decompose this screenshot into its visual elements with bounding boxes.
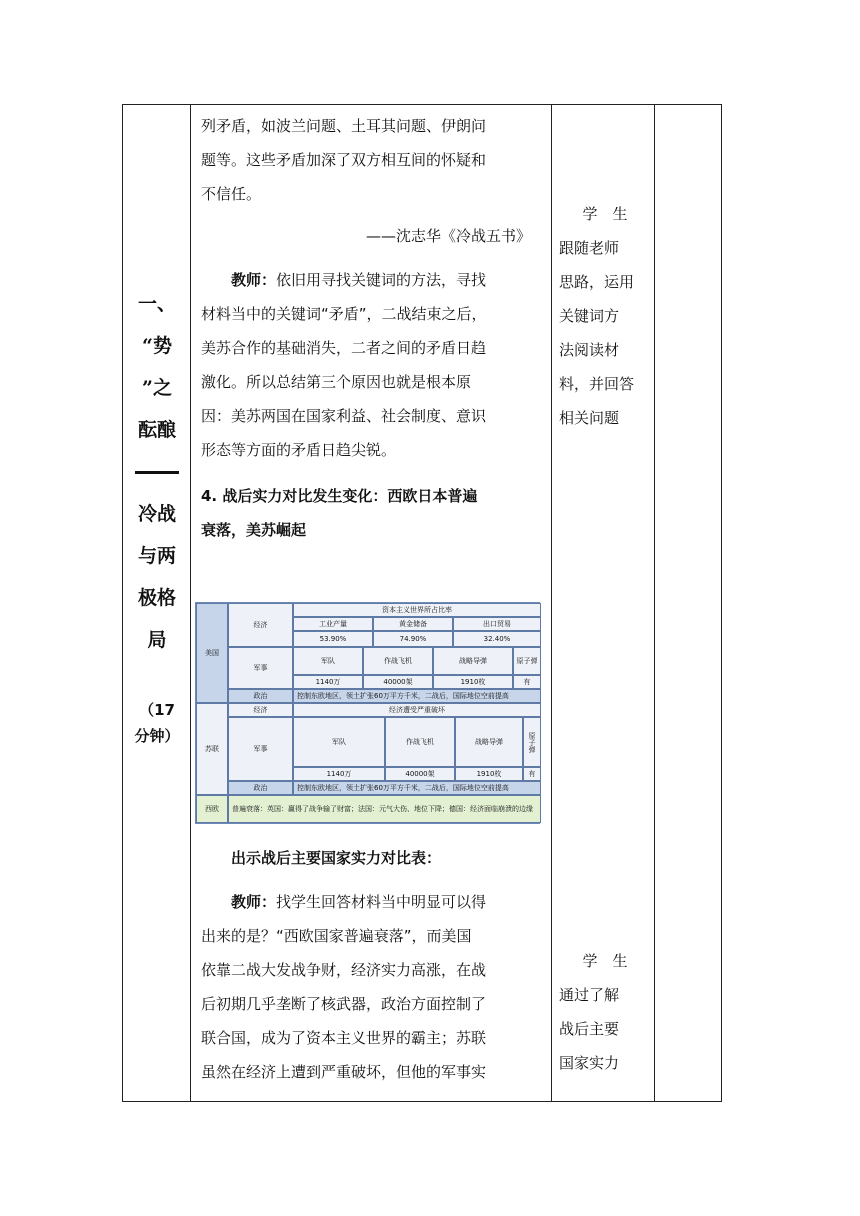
row-west: 西欧 xyxy=(196,795,228,823)
column-divider xyxy=(551,105,552,1101)
heading-4: 4. 战后实力对比发生变化：西欧日本普遍 衰落，美苏崛起 xyxy=(201,487,478,539)
row-usa: 美国 xyxy=(196,603,228,703)
section-title: 一、 “势 ”之 酝酿 冷战 与两 极格 局 xyxy=(127,283,187,661)
student-note-1: 学 生 跟随老师 思路，运用 关键词方 法阅读材 料，并回答 相关问题 xyxy=(559,205,635,427)
section-column xyxy=(123,105,190,1101)
quote-source: ——沈志华《冷战五书》 xyxy=(365,227,531,245)
student-column xyxy=(553,105,655,1101)
quote-text: 列矛盾，如波兰问题、土耳其问题、伊朗问 题等。这些矛盾加深了双方相互间的怀疑和 不信任。 xyxy=(201,117,487,203)
student-note-2: 学 生 通过了解 战后主要 国家实力 xyxy=(559,952,628,1072)
lesson-table xyxy=(122,104,722,1102)
duration-label: （17 分钟） xyxy=(134,701,180,745)
row-ussr: 苏联 xyxy=(196,703,228,795)
teacher-paragraph-1: 教师：依旧用寻找关键词的方法，寻找 材料当中的关键词“矛盾”，二战结束之后， 美苏合作的基础消失，二者之间的矛盾日趋 激化。所以总结第三个原因也就是根本原 因：美苏两国在国家利益、社会制度、意识 形态等方面的矛盾日趋尖锐。 xyxy=(201,271,487,459)
table-caption: 出示战后主要国家实力对比表： xyxy=(231,849,442,867)
power-comparison-table: 美国 经济 资本主义世界所占比率 工业产量 黄金储备 出口贸易 53.90% 74.90% 32.40% 军事 军队 作战飞机 战略导弹 原子弹 1140万 40000架 1910枚 有 政治 控制东欧地区，领土扩张60万平方千米，二战后，国际地位空前提高 苏联 经济 经济遭受严重破坏 军事 军队 作战飞机 战略导弹 原子弹 1140万 40000架 1910枚 有 政治 控制东欧地区，领土扩张60万平方千米，二战后，国际地位空前提高 西欧 普遍衰落：英国：赢得了战争输了财富；法国：元气大伤、地位下降；德国：经济面临崩溃的边缘 xyxy=(195,602,540,824)
teacher-paragraph-2: 教师：找学生回答材料当中明显可以得 出来的是？“西欧国家普遍衰落”，而美国 依靠二战大发战争财，经济实力高涨，在战 后初期几乎垄断了核武器，政治方面控制了 联合国，成为了资本主义世界的霸主；苏联 虽然在经济上遭到严重破坏，但他的军事实 xyxy=(201,893,487,1081)
title-dash xyxy=(135,471,179,474)
